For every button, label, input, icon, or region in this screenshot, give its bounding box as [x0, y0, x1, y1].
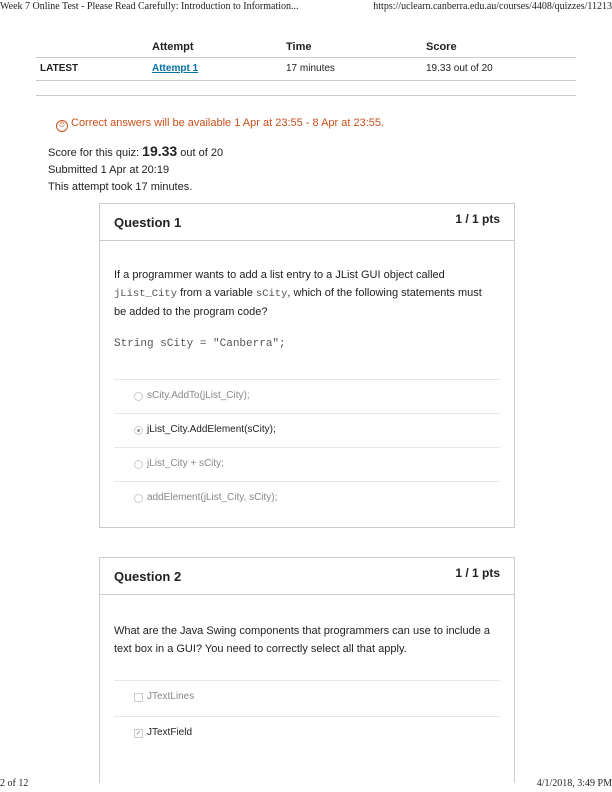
radio-button[interactable] — [134, 460, 143, 469]
page-number: 2 of 12 — [0, 778, 29, 789]
question-2-text-part: text box in a GUI? You need to correctly select all that apply. — [114, 643, 407, 655]
answer-option[interactable] — [114, 680, 500, 716]
question-1-header — [100, 204, 514, 241]
score-suffix: out of 20 — [177, 147, 224, 159]
checkbox[interactable] — [134, 693, 143, 702]
question-1-text-part: , which of the following statements must — [287, 287, 482, 299]
question-1-text-part: If a programmer wants to add a list entry to a JList GUI object called — [114, 269, 445, 281]
inline-code-jlist: jList_City — [114, 288, 178, 300]
answers-availability-notice — [56, 117, 384, 132]
answer-option-selected[interactable] — [114, 413, 500, 447]
checkbox-checked[interactable]: ✓ — [135, 730, 142, 737]
table-row — [36, 58, 576, 81]
attempt-row-label: LATEST — [36, 58, 148, 81]
question-1-code-block: String sCity = "Canberra"; — [114, 338, 286, 350]
attempts-header-row — [36, 35, 576, 58]
attempt-time: 17 minutes — [282, 58, 422, 81]
question-1-points: 1 / 1 pts — [455, 212, 500, 226]
question-2-text-part: What are the Java Swing components that programmers can use to include a — [114, 625, 491, 637]
score-value: 19.33 — [142, 143, 178, 159]
score-prefix: Score for this quiz: — [48, 147, 143, 159]
notice-text: Correct answers will be available 1 Apr at 23:55 - 8 Apr at 23:55. — [71, 117, 385, 129]
clock-icon: ⏱ — [56, 120, 68, 132]
print-header — [0, 0, 612, 14]
quiz-summary — [48, 143, 223, 196]
question-1-answers — [114, 379, 500, 515]
question-2-points: 1 / 1 pts — [455, 566, 500, 580]
print-page-title: Week 7 Online Test - Please Read Carefully: Introduction to Information... — [0, 1, 299, 12]
col-header-blank — [36, 35, 148, 58]
answer-label: jList_City + sCity; — [147, 458, 224, 469]
question-1-title: Question 1 — [114, 215, 182, 230]
question-2-title: Question 2 — [114, 569, 182, 584]
print-datetime: 4/1/2018, 3:49 PM — [536, 778, 612, 789]
divider — [36, 95, 576, 96]
print-footer — [0, 778, 612, 792]
question-2-header — [100, 558, 514, 595]
answer-option[interactable] — [114, 481, 500, 515]
submitted-line: Submitted 1 Apr at 20:19 — [48, 164, 170, 176]
question-1-text — [114, 266, 500, 321]
question-1-text-part: from a variable — [177, 287, 256, 299]
answer-label: sCity.AddTo(jList_City); — [147, 390, 250, 401]
attempt-1-link[interactable]: Attempt 1 — [152, 63, 199, 74]
answer-option[interactable] — [114, 447, 500, 481]
score-line — [48, 143, 223, 162]
question-2-text — [114, 622, 500, 658]
question-1-card — [99, 203, 515, 528]
col-header-attempt: Attempt — [152, 41, 194, 53]
question-2-answers — [114, 680, 500, 752]
radio-button-selected[interactable] — [134, 426, 143, 435]
answer-option[interactable] — [114, 379, 500, 413]
question-1-text-part: be added to the program code? — [114, 306, 268, 318]
answer-option-selected[interactable] — [114, 716, 500, 752]
radio-button[interactable] — [134, 392, 143, 401]
answer-label: JTextLines — [147, 691, 195, 702]
question-2-card — [99, 557, 515, 783]
duration-line: This attempt took 17 minutes. — [48, 181, 193, 193]
answer-label: JTextField — [147, 727, 193, 738]
col-header-time: Time — [286, 41, 312, 53]
inline-code-scity: sCity — [255, 288, 288, 300]
radio-button[interactable] — [134, 494, 143, 503]
attempts-table — [36, 35, 576, 81]
answer-label: addElement(jList_City, sCity); — [147, 492, 278, 503]
print-page-url: https://uclearn.canberra.edu.au/courses/4408/quizzes/11213 — [373, 1, 612, 12]
col-header-score: Score — [426, 41, 457, 53]
answer-label: jList_City.AddElement(sCity); — [147, 424, 276, 435]
attempt-score: 19.33 out of 20 — [422, 58, 576, 81]
